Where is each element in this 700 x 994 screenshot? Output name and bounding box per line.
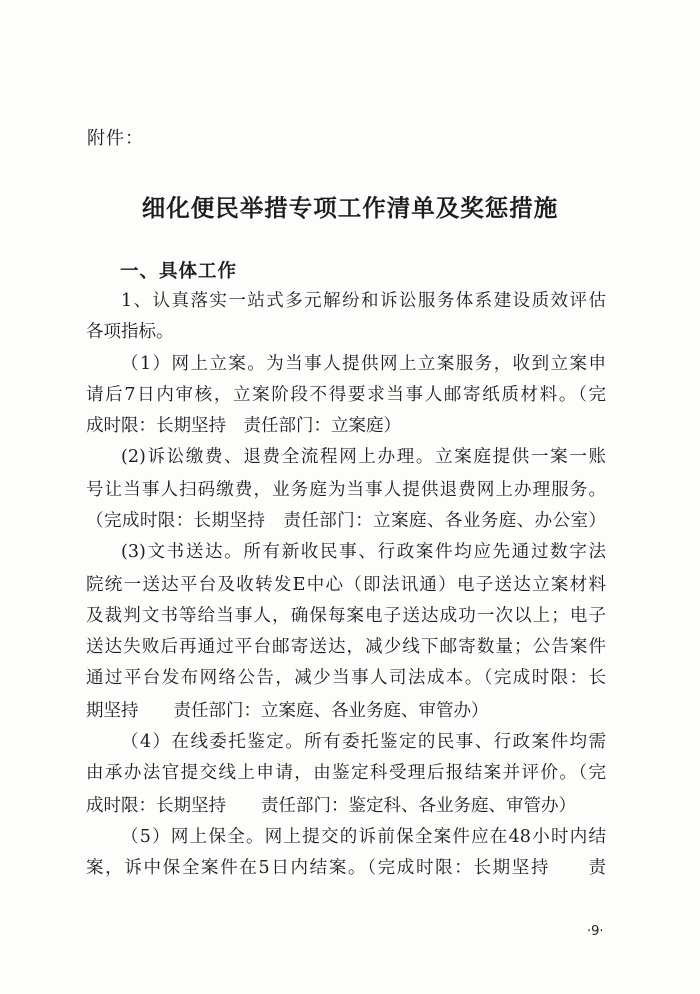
- section-heading: 一、具体工作: [120, 261, 238, 282]
- paragraph-line: 送达失败后再通过平台邮寄送达，减少线下邮寄数量；公告案件: [86, 637, 606, 657]
- paragraph-line: 及裁判文书等给当事人，确保每案电子送达成功一次以上；电子: [86, 606, 606, 626]
- paragraph-line: 各项指标。: [86, 322, 174, 342]
- attachment-label: 附件：: [87, 128, 144, 149]
- paragraph-line: 由承办法官提交线上申请，由鉴定科受理后报结案并评价。（完: [86, 763, 606, 783]
- paragraph-line: （4）在线委托鉴定。所有委托鉴定的民事、行政案件均需: [121, 732, 606, 752]
- paragraph-line: （5）网上保全。网上提交的诉前保全案件应在48小时内结: [121, 827, 606, 847]
- paragraph-line: （1）网上立案。为当事人提供网上立案服务，收到立案申: [121, 354, 606, 374]
- paragraph-line: 成时限：长期坚持 责任部门：鉴定科、各业务庭、审管办）: [86, 796, 576, 816]
- paragraph-line: 期坚持 责任部门：立案庭、各业务庭、审管办）: [86, 701, 489, 721]
- paragraph-line: 案，诉中保全案件在5日内结案。（完成时限：长期坚持 责: [86, 858, 606, 878]
- paragraph-line: 通过平台发布网络公告，减少当事人司法成本。（完成时限：长: [86, 668, 606, 688]
- paragraph-line: 号让当事人扫码缴费，业务庭为当事人提供退费网上办理服务。: [86, 480, 606, 500]
- paragraph-line: （完成时限：长期坚持 责任部门：立案庭、各业务庭、办公室）: [86, 511, 606, 531]
- page-number: ·9·: [587, 924, 604, 939]
- paragraph-line: 成时限：长期坚持 责任部门：立案庭）: [86, 416, 401, 436]
- paragraph-line: 请后7日内审核，立案阶段不得要求当事人邮寄纸质材料。（完: [86, 385, 606, 405]
- page-title: 细化便民举措专项工作清单及奖惩措施: [141, 194, 559, 222]
- paragraph-line: (2)诉讼缴费、退费全流程网上办理。立案庭提供一案一账: [121, 447, 606, 467]
- paragraph-line: (3)文书送达。所有新收民事、行政案件均应先通过数字法: [121, 542, 606, 562]
- paragraph-line: 院统一送达平台及收转发E中心（即法讯通）电子送达立案材料: [86, 575, 606, 595]
- paragraph-line: 1、认真落实一站式多元解纷和诉讼服务体系建设质效评估: [121, 291, 606, 311]
